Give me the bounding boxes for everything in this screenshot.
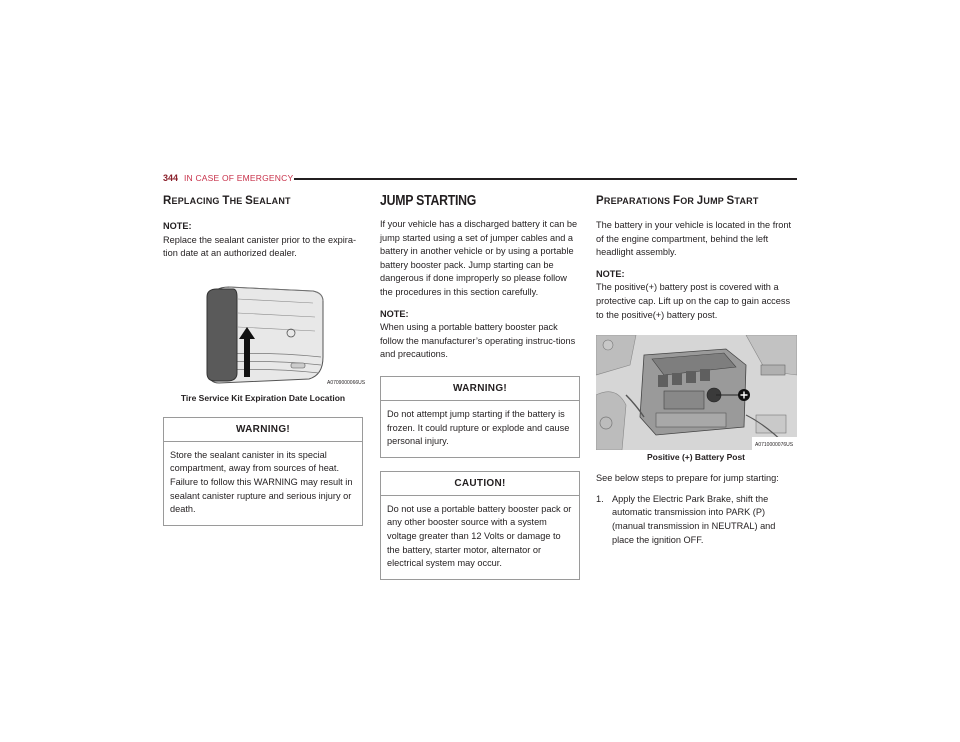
warning-box [163,417,363,526]
figure-caption: Tire Service Kit Expiration Date Location [180,392,346,403]
note-label: NOTE: [163,221,192,231]
engine-compartment-illustration [596,335,797,450]
section-name: IN CASE OF EMERGENCY [184,173,294,183]
list-item: 1. Apply the Electric Park Brake, shift the automatic transmission into PARK (P) (manual transmission in NEUTRAL) and place the ignition OFF. [596,493,776,545]
warning-title: WARNING! [381,377,579,401]
note-label: NOTE: [380,308,409,319]
figure-battery-post [596,335,796,450]
figure-code: A0710000076US [755,442,794,449]
caution-title: CAUTION! [381,472,579,496]
warning-text: Store the sealant canister in its special compartment, away from sources of heat. Failure to follow this WARNING may result in sealant canister rupture and serious injury or death. [170,449,353,515]
header-rule [294,178,797,180]
note-text: Replace the sealant canister prior to the expira-tion date at an authorized dealer. [163,234,357,259]
caution-box [380,471,580,580]
note-text: When using a portable battery booster pack follow the manufacturer’s operating instruc-tions and precautions. [380,322,576,360]
page-number: 344 [163,173,179,183]
note-text: The positive(+) battery post is covered with a protective cap. Lift up on the cap to gain access to the positive(+) battery post. [596,282,791,320]
warning-text: Do not attempt jump starting if the battery is frozen. It could rupture or explode and cause personal injury. [387,408,570,447]
steps-intro: See below steps to prepare for jump starting: [596,473,779,484]
preparations-intro: The battery in your vehicle is located in the front of the engine compartment, behind the left headlight assembly. [596,220,792,258]
figure-code: A0709000066US [327,379,366,386]
figure-tire-service-kit [163,279,366,391]
figure-caption: Positive (+) Battery Post [646,452,745,463]
warning-title: WARNING! [164,418,362,442]
page-header [163,173,797,187]
warning-box [380,376,580,458]
heading-preparations-for-jump-start: PREPARATIONS FOR JUMP START [596,195,759,207]
column-middle [380,192,580,580]
jump-starting-intro: If your vehicle has a discharged battery it can be jump started using a set of jumper cables and a battery in another vehicle or by using a portable battery booster pack. Jump starting can be dangerous if done improperly so please follow the procedures in this section carefully. [380,219,578,297]
heading-replacing-sealant: REPLACING THE SEALANT [163,195,291,207]
column-right [596,195,796,547]
column-left [163,195,366,526]
steps-list [596,493,796,547]
tire-service-kit-illustration [163,279,366,391]
caution-text: Do not use a portable battery booster pack or any other booster source with a system voltage greater than 12 Volts or damage to the battery, starter motor, alternator or electrical system may occur. [387,503,572,569]
note-label: NOTE: [596,268,625,279]
heading-jump-starting: JUMP STARTING [380,192,477,209]
